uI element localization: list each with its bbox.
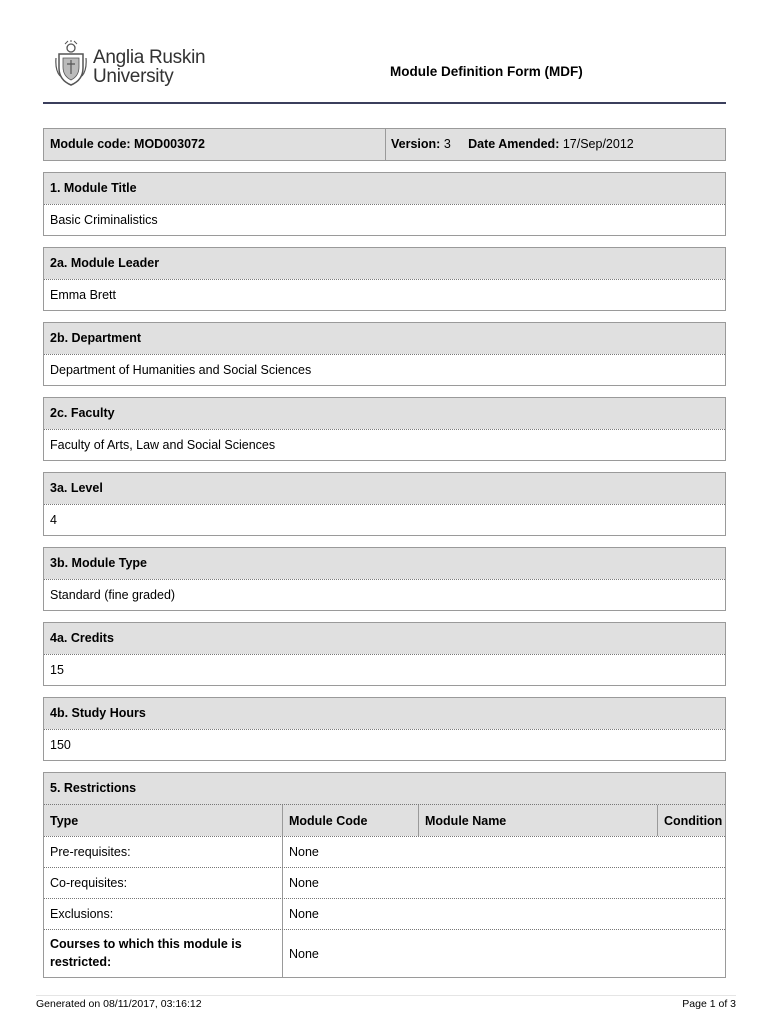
section-heading: 2a. Module Leader [44,248,725,279]
section-level [43,472,726,536]
section-faculty [43,397,726,461]
page-number: Page 1 of 3 [682,998,736,1010]
restriction-code: None [282,930,725,977]
section-heading: 4b. Study Hours [44,698,725,729]
logo-text-line1: Anglia Ruskin [93,47,206,68]
section-heading: 3a. Level [44,473,725,504]
column-header-type: Type [50,814,79,828]
module-code: Module code: MOD003072 [44,129,386,160]
module-code-value: MOD003072 [134,137,205,151]
restriction-type: Co-requisites: [50,876,128,890]
section-value: Emma Brett [44,279,725,310]
restriction-code: None [282,837,725,867]
date-amended-label: Date Amended: [468,137,560,151]
section-value: 150 [44,729,725,760]
date-amended-value: 17/Sep/2012 [562,137,634,151]
section-department [43,322,726,386]
table-row [44,836,725,867]
section-value: Faculty of Arts, Law and Social Sciences [44,429,725,460]
restriction-type: Exclusions: [50,907,114,921]
section-heading: 2b. Department [44,323,725,354]
generated-timestamp: Generated on 08/11/2017, 03:16:12 [36,998,202,1010]
version-label: Version: [391,137,441,151]
table-row [44,898,725,929]
section-value: Department of Humanities and Social Sciences [44,354,725,385]
section-value: Standard (fine graded) [44,579,725,610]
section-heading: 1. Module Title [44,173,725,204]
form-title: Module Definition Form (MDF) [390,64,583,79]
column-header-module-name: Module Name [418,805,657,836]
section-value: Basic Criminalistics [44,204,725,235]
page-header [43,38,726,104]
section-restrictions [43,772,726,978]
version-value: 3 [443,137,451,151]
restriction-code: None [282,868,725,898]
section-study-hours [43,697,726,761]
university-logo [55,38,225,90]
section-module-leader [43,247,726,311]
section-module-title [43,172,726,236]
section-credits [43,622,726,686]
section-heading: 3b. Module Type [44,548,725,579]
crest-icon [55,40,87,86]
column-header-module-code: Module Code [282,805,418,836]
version-info [386,129,634,160]
logo-text-line2: University [93,66,174,87]
column-header-condition: Condition [657,805,725,836]
page-footer [36,995,736,1010]
restriction-code: None [282,899,725,929]
table-row [44,929,725,977]
section-heading: 5. Restrictions [44,773,725,804]
section-heading: 4a. Credits [44,623,725,654]
section-value: 4 [44,504,725,535]
table-row [44,867,725,898]
section-module-type [43,547,726,611]
restriction-type: Pre-requisites: [50,845,131,859]
restriction-type: Courses to which this module is restricted: [50,937,242,969]
restrictions-header-row [44,804,725,836]
module-code-box [43,128,726,161]
section-heading: 2c. Faculty [44,398,725,429]
section-value: 15 [44,654,725,685]
